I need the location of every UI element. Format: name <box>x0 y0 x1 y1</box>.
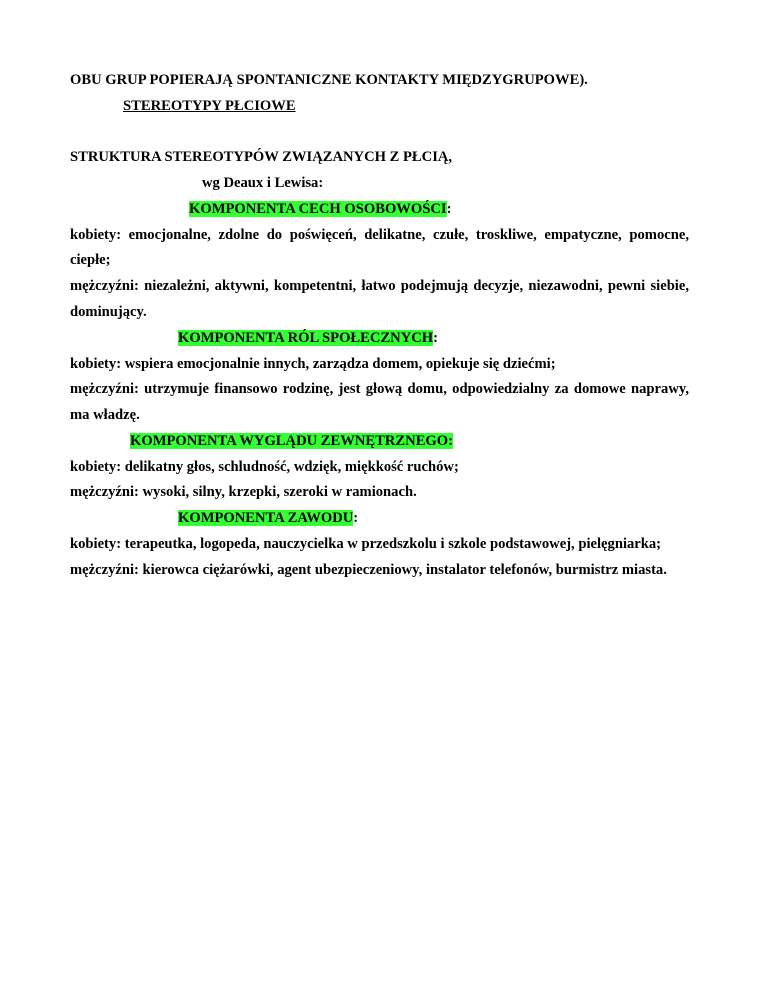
component-heading-personality <box>189 200 451 218</box>
highlighted-title: KOMPONENTA CECH OSOBOWOŚCI <box>189 201 447 217</box>
component-heading-social-roles <box>178 329 438 347</box>
men-roles-line: mężczyźni: utrzymuje finansowo rodzinę, jest głową domu, odpowiedzialny za domowe naprawy, <box>70 381 689 397</box>
men-roles-line-cont: ma władzę. <box>70 407 140 423</box>
structure-title: STRUKTURA STEREOTYPÓW ZWIĄZANYCH Z PŁCIĄ, <box>70 149 453 165</box>
heading-suffix: : <box>446 201 452 217</box>
men-traits-line-cont: dominujący. <box>70 304 147 320</box>
women-roles-line: kobiety: wspiera emocjonalnie innych, zarządza domem, opiekuje się dziećmi; <box>70 356 556 372</box>
intro-line: OBU GRUP POPIERAJĄ SPONTANICZNE KONTAKTY MIĘDZYGRUPOWE). <box>70 72 588 88</box>
authors-line: wg Deaux i Lewisa: <box>202 175 324 191</box>
section-heading: STEREOTYPY PŁCIOWE <box>123 98 296 114</box>
women-traits-line-cont: ciepłe; <box>70 252 111 268</box>
component-heading-occupation <box>178 509 358 527</box>
highlighted-title: KOMPONENTA ZAWODU <box>178 510 354 526</box>
component-heading-appearance <box>130 432 453 450</box>
men-traits-line: mężczyźni: niezależni, aktywni, kompetentni, łatwo podejmują decyzje, niezawodni, pewni siebie, <box>70 278 689 294</box>
highlighted-title: KOMPONENTA RÓL SPOŁECZNYCH <box>178 330 434 346</box>
heading-suffix: : <box>353 510 359 526</box>
women-traits-line: kobiety: emocjonalne, zdolne do poświęceń, delikatne, czułe, troskliwe, empatyczne, pomocne, <box>70 227 689 243</box>
highlighted-title: KOMPONENTA WYGLĄDU ZEWNĘTRZNEGO: <box>130 433 453 449</box>
women-appearance-line: kobiety: delikatny głos, schludność, wdzięk, miękkość ruchów; <box>70 459 459 475</box>
women-occupation-line: kobiety: terapeutka, logopeda, nauczycielka w przedszkolu i szkole podstawowej, pielęgniarka; <box>70 536 662 552</box>
men-occupation-line: mężczyźni: kierowca ciężarówki, agent ubezpieczeniowy, instalator telefonów, burmistrz miasta. <box>70 562 667 578</box>
heading-suffix: : <box>433 330 439 346</box>
men-appearance-line: mężczyźni: wysoki, silny, krzepki, szeroki w ramionach. <box>70 484 417 500</box>
